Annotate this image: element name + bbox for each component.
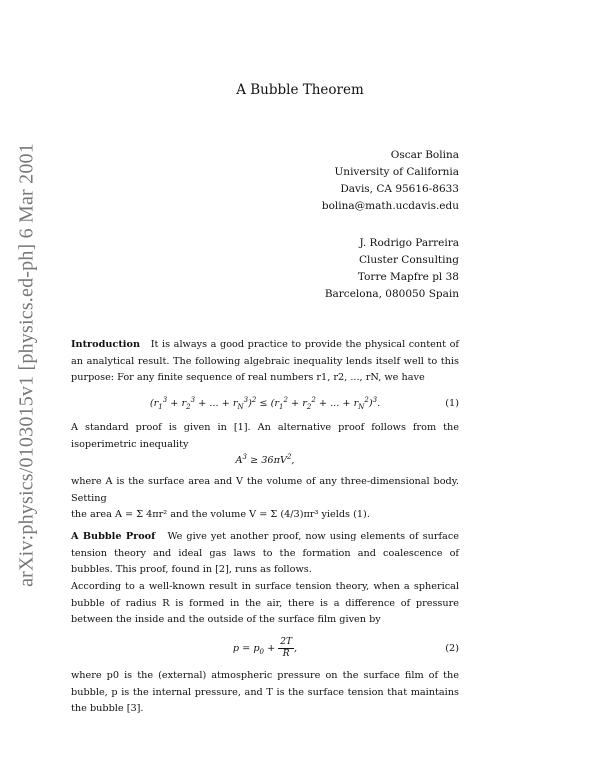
- bubble-proof-heading: A Bubble Proof: [71, 531, 156, 542]
- equation-2: [71, 637, 459, 661]
- author-address: Davis, CA 95616-8633: [340, 183, 459, 195]
- intro-text: It is always a good practice to provide the physical content of an analytical result. The following algebraic inequality lends itself well to this purpose: For any finite sequence of real numbers r1, r2, ..., rN, we have: [71, 339, 459, 383]
- equation-2-number: (2): [445, 643, 459, 654]
- arxiv-id-text: arXiv:physics/0103015v1 [physics.ed-ph] 6 Mar 2001: [15, 143, 38, 587]
- bubble-paragraph-3: where p0 is the (external) atmospheric pressure on the surface film of the bubble, p is the internal pressure, and T is the surface tension that maintains the bubble [3].: [71, 670, 459, 714]
- author-city: Barcelona, 080050 Spain: [324, 288, 459, 300]
- isoperimetric-inequality: $A^3 \ge 36\pi V^2$,: [235, 452, 295, 466]
- intro-paragraph: [71, 337, 459, 387]
- intro-paragraph-2: A standard proof is given in [1]. An alternative proof follows from the isoperimetric inequality: [71, 422, 459, 450]
- author-name: Oscar Bolina: [390, 149, 459, 161]
- bubble-paragraph-2: According to a well-known result in surface tension theory, when a spherical bubble of radius R is formed in the air, there is a difference of pressure between the inside and the outside of the surface film given by: [71, 581, 459, 625]
- bubble-proof-paragraph: A Bubble Proof We give yet another proof, now using elements of surface tension theory and ideal gas laws to the formation and coalescence of bubbles. This proof, found in [2], runs as follows.: [71, 531, 459, 575]
- intro-paragraph-3: where A is the surface area and V the volume of any three-dimensional body. Setting the area A = Σ 4πr² and the volume V = Σ (4/3)πr³ yields (1).: [71, 476, 459, 520]
- equation-1-number: (1): [445, 398, 459, 409]
- intro-heading: Introduction: [71, 339, 140, 350]
- author-email: bolina@math.ucdavis.edu: [321, 200, 459, 212]
- author-affiliation: University of California: [334, 166, 459, 178]
- paper-title: A Bubble Theorem: [236, 82, 364, 98]
- author-block-2: [325, 235, 459, 303]
- author-block-1: [322, 147, 459, 215]
- author-name: J. Rodrigo Parreira: [359, 237, 459, 249]
- author-address: Torre Mapfre pl 38: [357, 271, 459, 283]
- equation-2-formula: $p = p_0$ + $\frac{2T}{R}$ ,: [232, 637, 298, 659]
- author-affiliation: Cluster Consulting: [358, 254, 459, 266]
- equation-1-formula: ($r_1^3 + r_2^3$ + ... + $r_N^3)^2 \le (r_1^2 + r_2^2$ + ... + $r_N^2)^3$.: [149, 395, 381, 411]
- arxiv-identifier-stamp: [12, 143, 42, 587]
- equation-1: [71, 395, 459, 413]
